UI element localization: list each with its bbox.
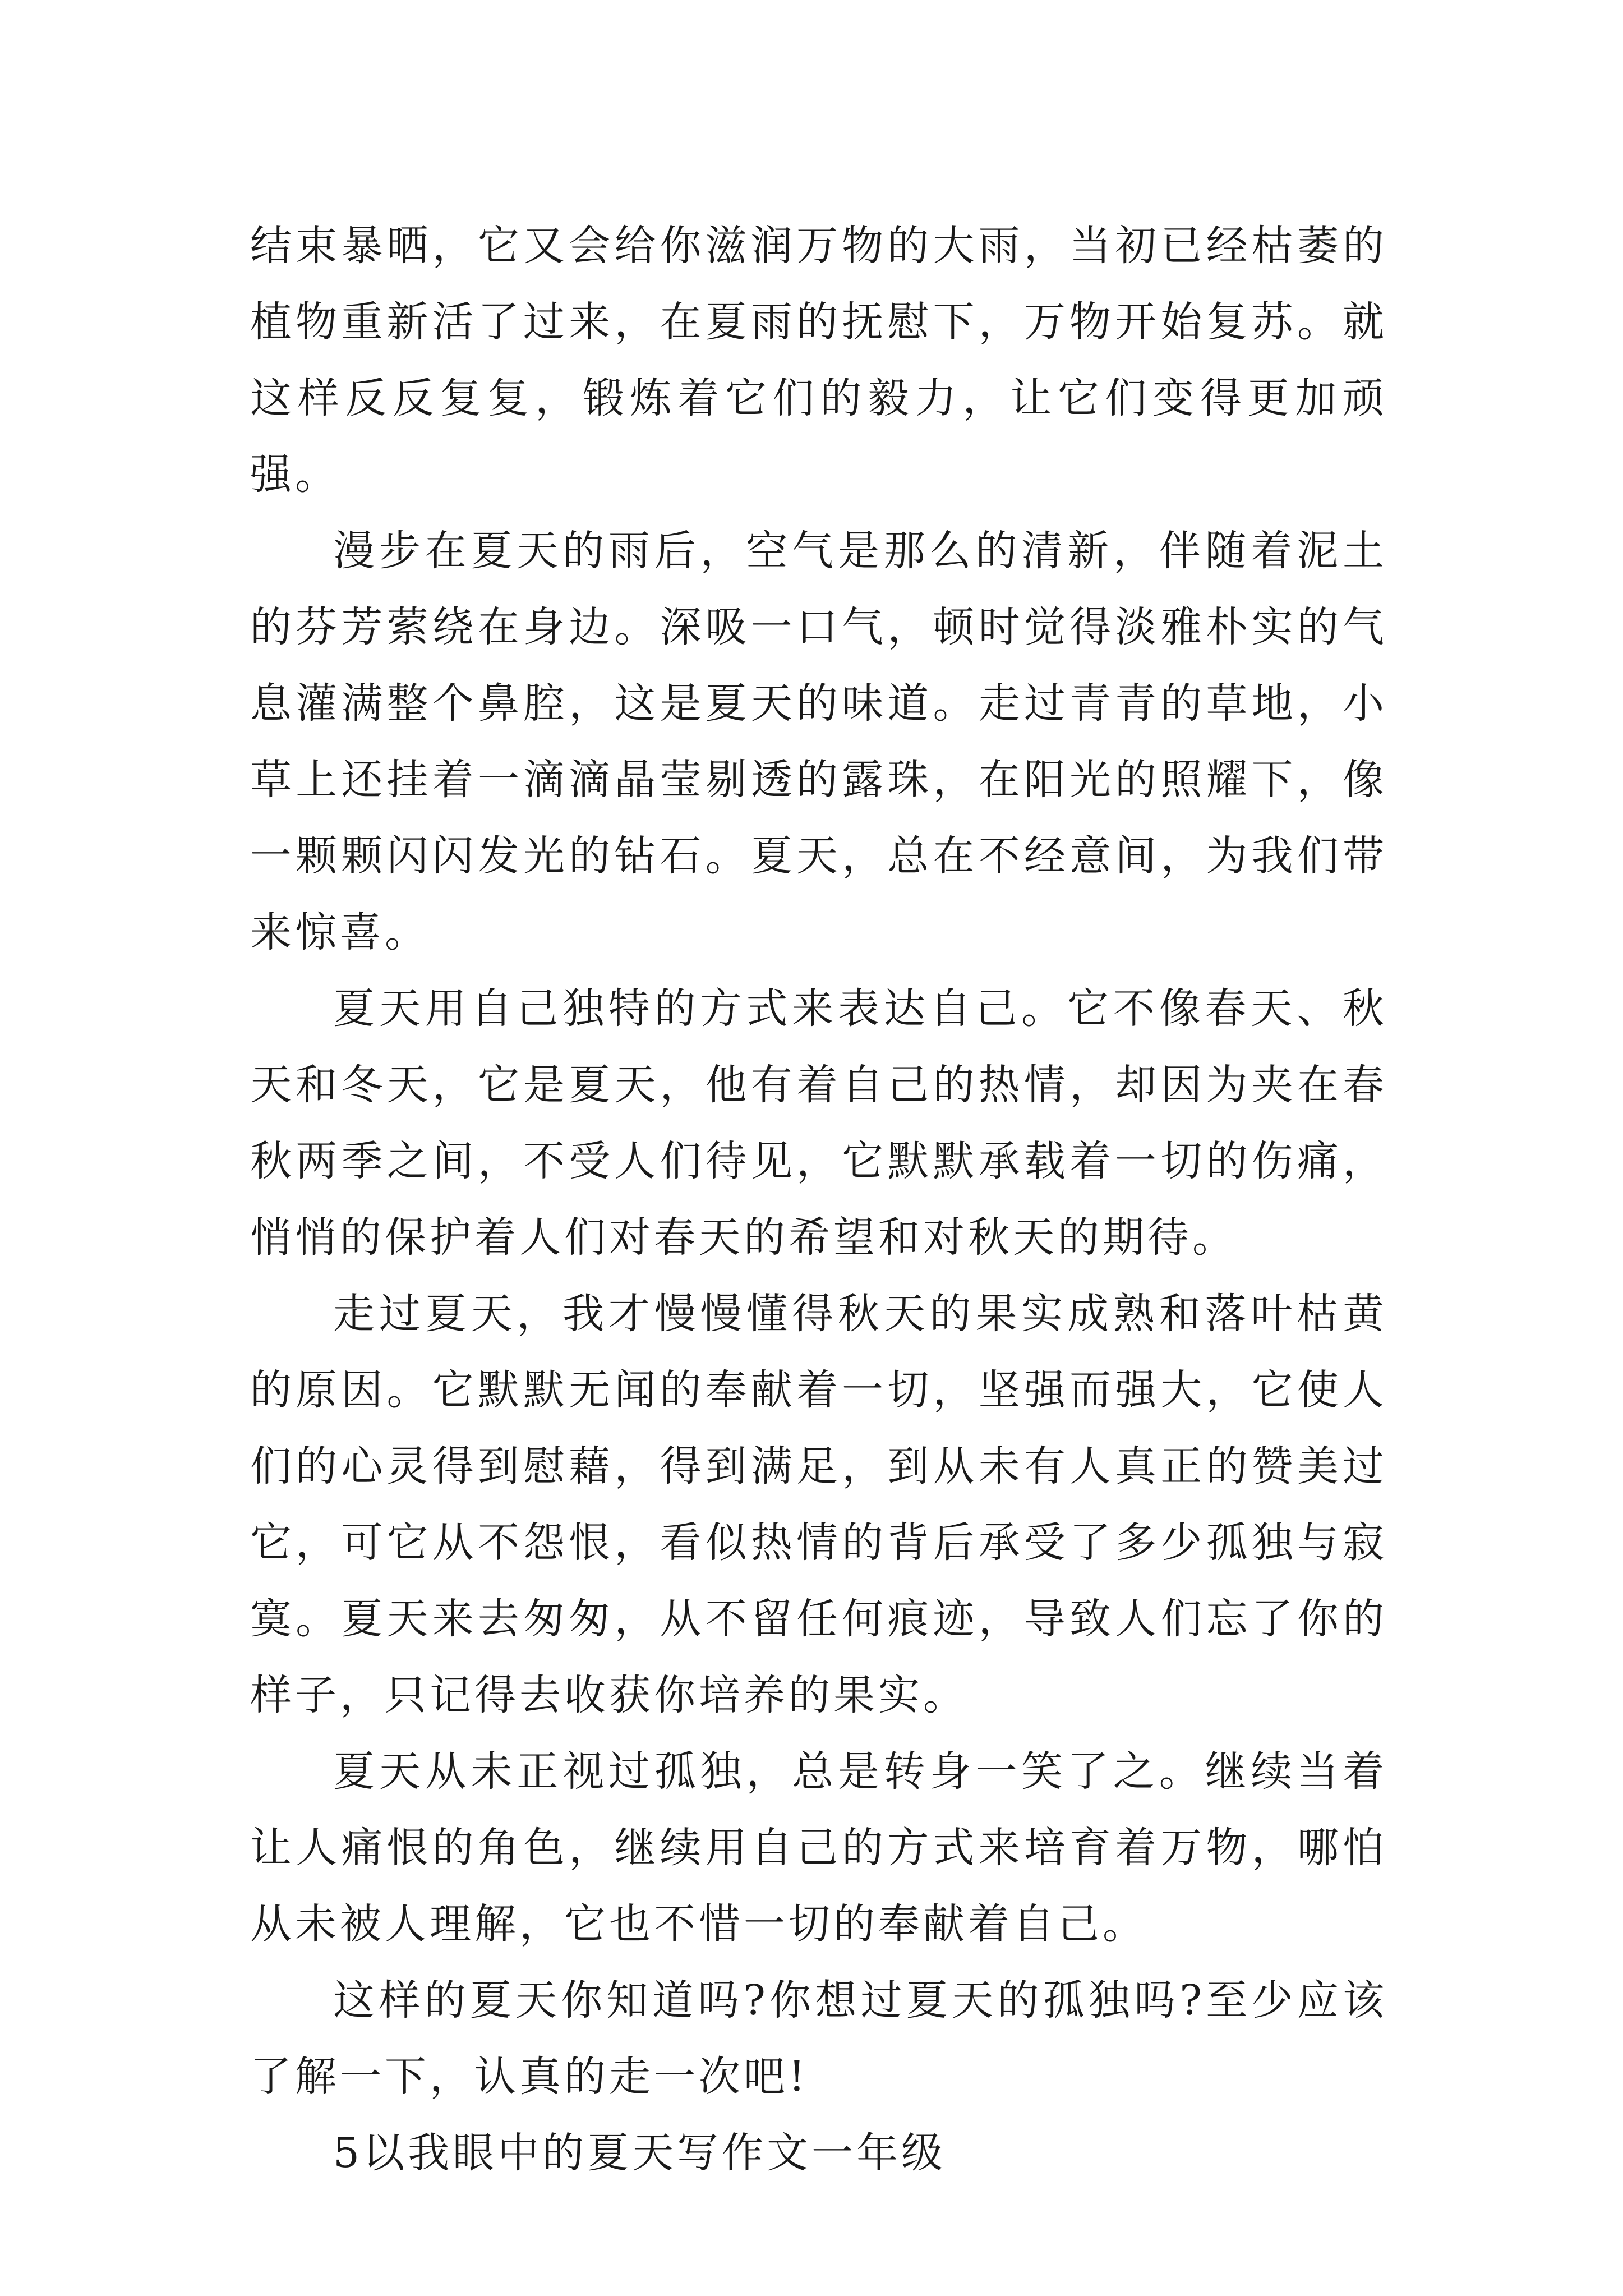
section-heading: 5以我眼中的夏天写作文一年级 (333, 2129, 947, 2177)
paragraph-after-rain: 漫步在夏天的雨后，空气是那么的清新，伴随着泥土的芬芳萦绕在身边。深吸一口气，顿时觉得淡雅朴实的气息灌满整个鼻腔，这是夏天的味道。走过青青的草地，小草上还挂着一滴滴晶莹剔透的露珠，在阳光的照耀下，像一颗颗闪闪发光的钻石。夏天，总在不经意间，为我们带来惊喜。 (250, 527, 1387, 956)
paragraph-loneliness: 夏天从未正视过孤独，总是转身一笑了之。继续当着让人痛恨的角色，继续用自己的方式来培育着万物，哪怕从未被人理解，它也不惜一切的奉献着自己。 (250, 1747, 1387, 1948)
paragraph-summer-expression: 夏天用自己独特的方式来表达自己。它不像春天、秋天和冬天，它是夏天，他有着自己的热情，却因为夹在春秋两季之间，不受人们待见，它默默承载着一切的伤痛，悄悄的保护着人们对春天的希望和对秋天的期待。 (250, 984, 1387, 1262)
paragraph-walking-through-summer: 走过夏天，我才慢慢懂得秋天的果实成熟和落叶枯黄的原因。它默默无闻的奉献着一切，坚强而强大，它使人们的心灵得到慰藉，得到满足，到从未有人真正的赞美过它，可它从不怨恨，看似热情的背后承受了多少孤独与寂寞。夏天来去匆匆，从不留任何痕迹，导致人们忘了你的样子，只记得去收获你培养的果实。 (250, 1290, 1387, 1719)
paragraph-question: 这样的夏天你知道吗?你想过夏天的孤独吗?至少应该了解一下，认真的走一次吧! (250, 1976, 1387, 2101)
paragraph-continued: 结束暴晒，它又会给你滋润万物的大雨，当初已经枯萎的植物重新活了过来，在夏雨的抚慰下，万物开始复苏。就这样反反复复，锻炼着它们的毅力，让它们变得更加顽强。 (250, 222, 1387, 499)
document-body (250, 208, 1387, 2191)
